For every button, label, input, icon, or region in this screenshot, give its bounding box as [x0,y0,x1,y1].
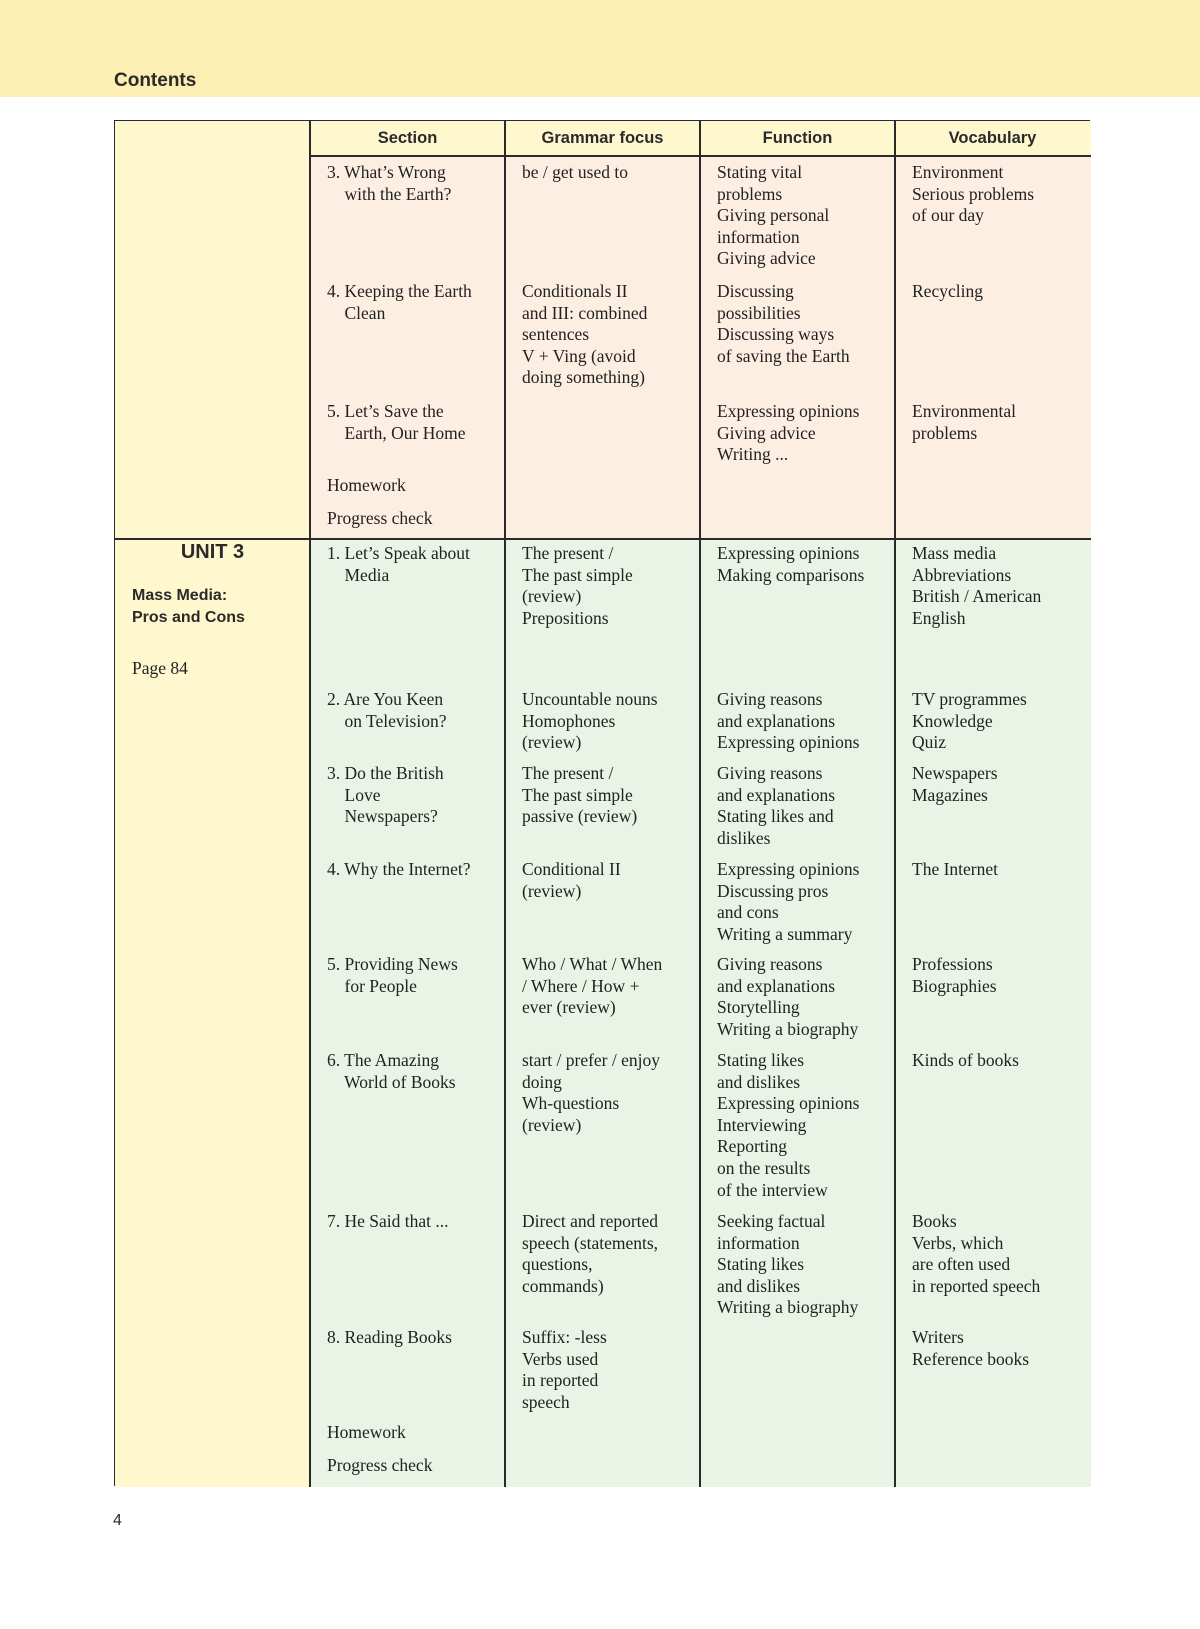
function-cell: Stating vital problems Giving personal information Giving advice [717,162,830,269]
section-cell-progress-check: Progress check [327,508,433,528]
section-cell: 3. Do the British Love Newspapers? [327,763,444,827]
grammar-cell: be / get used to [522,162,628,182]
grammar-cell: Suffix: -less Verbs used in reported speech [522,1327,607,1412]
grammar-cell: Conditional II (review) [522,859,621,901]
grammar-cell: The present / The past simple (review) Prepositions [522,543,633,628]
function-cell: Giving reasons and explanations Storytelling Writing a biography [717,954,859,1039]
section-cell-homework: Homework [327,475,406,495]
grammar-cell: Uncountable nouns Homophones (review) [522,689,658,753]
vocabulary-cell: Recycling [912,281,983,301]
column-header-vocabulary: Vocabulary [948,129,1037,147]
function-cell: Expressing opinions Discussing pros and cons Writing a summary [717,859,860,944]
function-cell: Stating likes and dislikes Expressing opinions Interviewing Reporting on the results of the interview [717,1050,860,1200]
section-cell: 6. The Amazing World of Books [327,1050,456,1092]
vocabulary-cell: Books Verbs, which are often used in reported speech [912,1211,1041,1296]
function-cell: Discussing possibilities Discussing ways of saving the Earth [717,281,850,366]
contents-table [114,120,1090,1486]
section-cell: 5. Providing News for People [327,954,458,996]
function-cell: Giving reasons and explanations Expressing opinions [717,689,860,753]
grammar-cell: start / prefer / enjoy doing Wh-questions (review) [522,1050,661,1135]
vocabulary-cell: Environment Serious problems of our day [912,162,1035,226]
section-cell: 3. What’s Wrong with the Earth? [327,162,452,204]
grammar-cell: The present / The past simple passive (review) [522,763,638,827]
vocabulary-cell: Kinds of books [912,1050,1019,1070]
function-cell: Giving reasons and explanations Stating likes and dislikes [717,763,836,848]
page-number: 4 [113,1512,122,1529]
column-header-section: Section [377,129,438,147]
function-cell: Expressing opinions Making comparisons [717,543,865,585]
vocabulary-cell: Newspapers Magazines [912,763,998,805]
function-cell: Seeking factual information Stating likes and dislikes Writing a biography [717,1211,859,1318]
grammar-cell: Direct and reported speech (statements, questions, commands) [522,1211,659,1296]
unit-divider [115,538,1091,540]
page-heading: Contents [114,70,197,91]
section-cell: 1. Let’s Speak about Media [327,543,470,585]
grammar-cell: Conditionals II and III: combined sentences V + Ving (avoid doing something) [522,281,648,388]
section-cell-progress-check: Progress check [327,1455,433,1475]
column-header-grammar: Grammar focus [541,129,664,147]
section-cell: 7. He Said that ... [327,1211,449,1231]
vocabulary-cell: Professions Biographies [912,954,997,996]
unit-title: UNIT 3 [180,541,245,563]
section-cell: 4. Keeping the Earth Clean [327,281,472,323]
left-column-bg [115,121,310,1487]
col-divider [699,121,701,1487]
unit-name: Mass Media: Pros and Cons [132,587,245,626]
section-cell: 5. Let’s Save the Earth, Our Home [327,401,466,443]
vocabulary-cell: Writers Reference books [912,1327,1030,1369]
column-header-function: Function [762,129,833,147]
vocabulary-cell: Mass media Abbreviations British / American English [912,543,1042,628]
section-cell: 2. Are You Keen on Television? [327,689,447,731]
grammar-cell: Who / What / When / Where / How + ever (review) [522,954,663,1018]
unit-page-ref: Page 84 [132,658,188,678]
vocabulary-cell: Environmental problems [912,401,1017,443]
section-cell-homework: Homework [327,1422,406,1442]
header-band [0,0,1200,97]
function-cell: Expressing opinions Giving advice Writing ... [717,401,860,465]
vocabulary-cell: TV programmes Knowledge Quiz [912,689,1027,753]
col-divider [504,121,506,1487]
section-cell: 8. Reading Books [327,1327,452,1347]
col-divider [894,121,896,1487]
section-cell: 4. Why the Internet? [327,859,471,879]
vocabulary-cell: The Internet [912,859,998,879]
col-divider [309,121,311,1487]
